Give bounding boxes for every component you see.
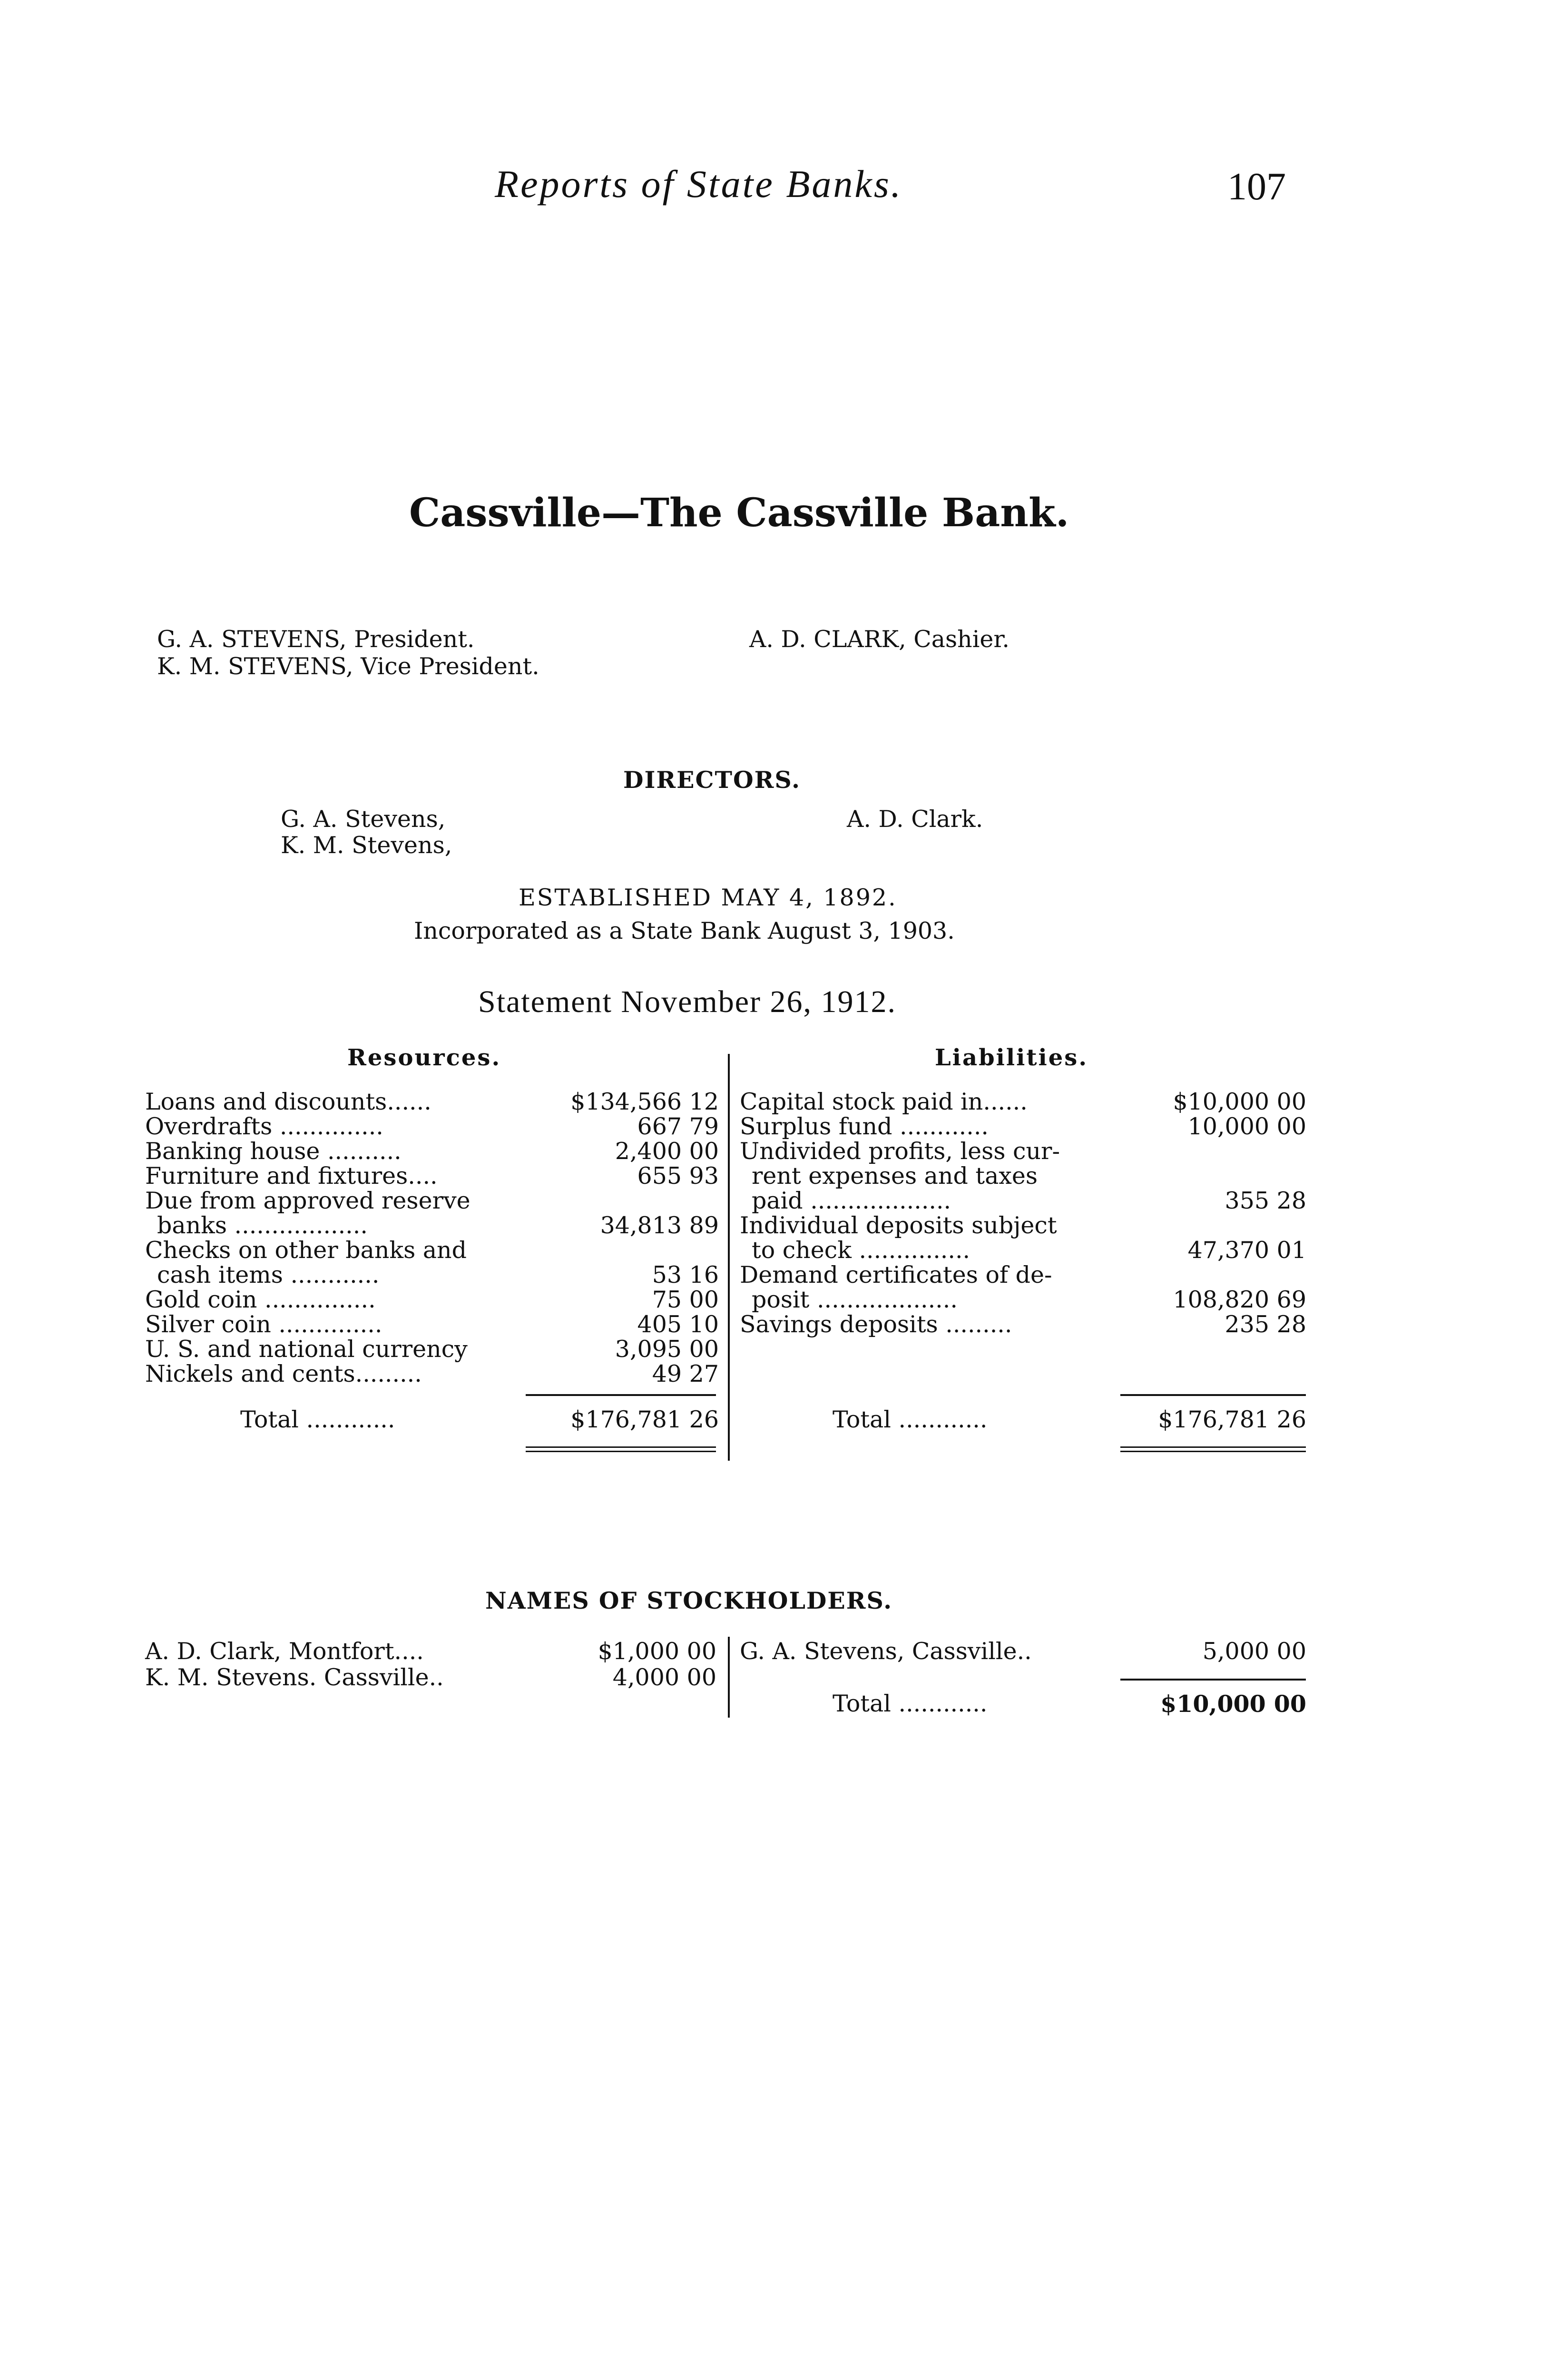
officer-president: G. A. STEVENS, President. xyxy=(157,626,475,653)
resources-row-amount: 405 10 xyxy=(637,1311,719,1338)
resources-total-double-rule xyxy=(526,1446,716,1452)
stockholders-divider xyxy=(728,1637,730,1718)
resources-row-label: Checks on other banks and xyxy=(145,1237,467,1264)
resources-row-label: Loans and discounts...... xyxy=(145,1088,431,1115)
stockholder-amount: 4,000 00 xyxy=(612,1664,716,1691)
resources-row-amount: 53 16 xyxy=(652,1261,719,1288)
liabilities-row-amount: 355 28 xyxy=(1225,1187,1306,1214)
running-header: Reports of State Banks. xyxy=(495,162,903,206)
liabilities-row-label: to check ............... xyxy=(752,1237,970,1264)
officer-cashier: A. D. CLARK, Cashier. xyxy=(749,626,1009,653)
stockholders-heading: NAMES OF STOCKHOLDERS. xyxy=(485,1587,893,1614)
resources-row-amount: 49 27 xyxy=(652,1360,719,1387)
liabilities-row-amount: 108,820 69 xyxy=(1173,1286,1306,1313)
liabilities-heading: Liabilities. xyxy=(935,1044,1088,1071)
liabilities-total-amount: $176,781 26 xyxy=(1158,1406,1306,1433)
liabilities-row-label: rent expenses and taxes xyxy=(752,1162,1038,1190)
resources-total-label: Total ............ xyxy=(240,1406,395,1433)
resources-row-amount: 75 00 xyxy=(652,1286,719,1313)
incorporated-line: Incorporated as a State Bank August 3, 1903. xyxy=(414,917,955,944)
liabilities-row-label: Capital stock paid in...... xyxy=(740,1088,1028,1115)
liabilities-total-label: Total ............ xyxy=(833,1406,988,1433)
established-line: ESTABLISHED MAY 4, 1892. xyxy=(519,884,897,911)
liabilities-row-label: Individual deposits subject xyxy=(740,1212,1057,1239)
resources-row-amount: 3,095 00 xyxy=(615,1336,719,1363)
resources-row-amount: 667 79 xyxy=(637,1113,719,1140)
resources-row-amount: 655 93 xyxy=(637,1162,719,1190)
resources-row-label: Gold coin ............... xyxy=(145,1286,376,1313)
statement-title: Statement November 26, 1912. xyxy=(478,984,897,1019)
director-2: K. M. Stevens, xyxy=(281,832,452,859)
stockholders-total-rule xyxy=(1120,1679,1306,1681)
liabilities-row-label: Undivided profits, less cur- xyxy=(740,1138,1060,1165)
resources-row-label: cash items ............ xyxy=(157,1261,380,1288)
resources-row-label: banks .................. xyxy=(157,1212,368,1239)
director-3: A. D. Clark. xyxy=(847,806,983,833)
directors-heading: DIRECTORS. xyxy=(623,766,801,794)
resources-row-label: Furniture and fixtures.... xyxy=(145,1162,438,1190)
liabilities-row-amount: 47,370 01 xyxy=(1187,1237,1306,1264)
resources-row-label: Nickels and cents......... xyxy=(145,1360,422,1387)
stockholder-name: A. D. Clark, Montfort.... xyxy=(145,1638,424,1665)
stockholder-name: K. M. Stevens. Cassville.. xyxy=(145,1664,444,1691)
liabilities-row-label: paid ................... xyxy=(752,1187,951,1214)
resources-total-rule xyxy=(526,1394,716,1396)
liabilities-row-amount: 10,000 00 xyxy=(1187,1113,1306,1140)
resources-total-amount: $176,781 26 xyxy=(570,1406,719,1433)
liabilities-row-label: posit ................... xyxy=(752,1286,958,1313)
resources-row-amount: 34,813 89 xyxy=(600,1212,719,1239)
resources-row-amount: 2,400 00 xyxy=(615,1138,719,1165)
resources-row-label: Banking house .......... xyxy=(145,1138,402,1165)
liabilities-row-amount: $10,000 00 xyxy=(1173,1088,1306,1115)
resources-row-label: U. S. and national currency xyxy=(145,1336,468,1363)
liabilities-row-label: Demand certificates of de- xyxy=(740,1261,1052,1288)
liabilities-row-amount: 235 28 xyxy=(1225,1311,1306,1338)
liabilities-total-double-rule xyxy=(1120,1446,1306,1452)
resources-row-label: Due from approved reserve xyxy=(145,1187,470,1214)
officer-vice-president: K. M. STEVENS, Vice President. xyxy=(157,653,539,680)
bank-title: Cassville—The Cassville Bank. xyxy=(409,490,1069,536)
resources-row-label: Silver coin .............. xyxy=(145,1311,382,1338)
resources-row-amount: $134,566 12 xyxy=(570,1088,719,1115)
liabilities-row-label: Savings deposits ......... xyxy=(740,1311,1012,1338)
stockholder-amount: 5,000 00 xyxy=(1202,1638,1306,1665)
resources-heading: Resources. xyxy=(347,1044,501,1071)
resources-row-label: Overdrafts .............. xyxy=(145,1113,383,1140)
director-1: G. A. Stevens, xyxy=(281,806,446,833)
column-divider xyxy=(728,1054,730,1461)
stockholders-total-label: Total ............ xyxy=(833,1690,988,1717)
stockholder-name: G. A. Stevens, Cassville.. xyxy=(740,1638,1032,1665)
page-number: 107 xyxy=(1227,165,1286,208)
stockholder-amount: $1,000 00 xyxy=(598,1638,716,1665)
liabilities-row-label: Surplus fund ............ xyxy=(740,1113,989,1140)
stockholders-total-amount: $10,000 00 xyxy=(1160,1690,1306,1718)
liabilities-total-rule xyxy=(1120,1394,1306,1396)
